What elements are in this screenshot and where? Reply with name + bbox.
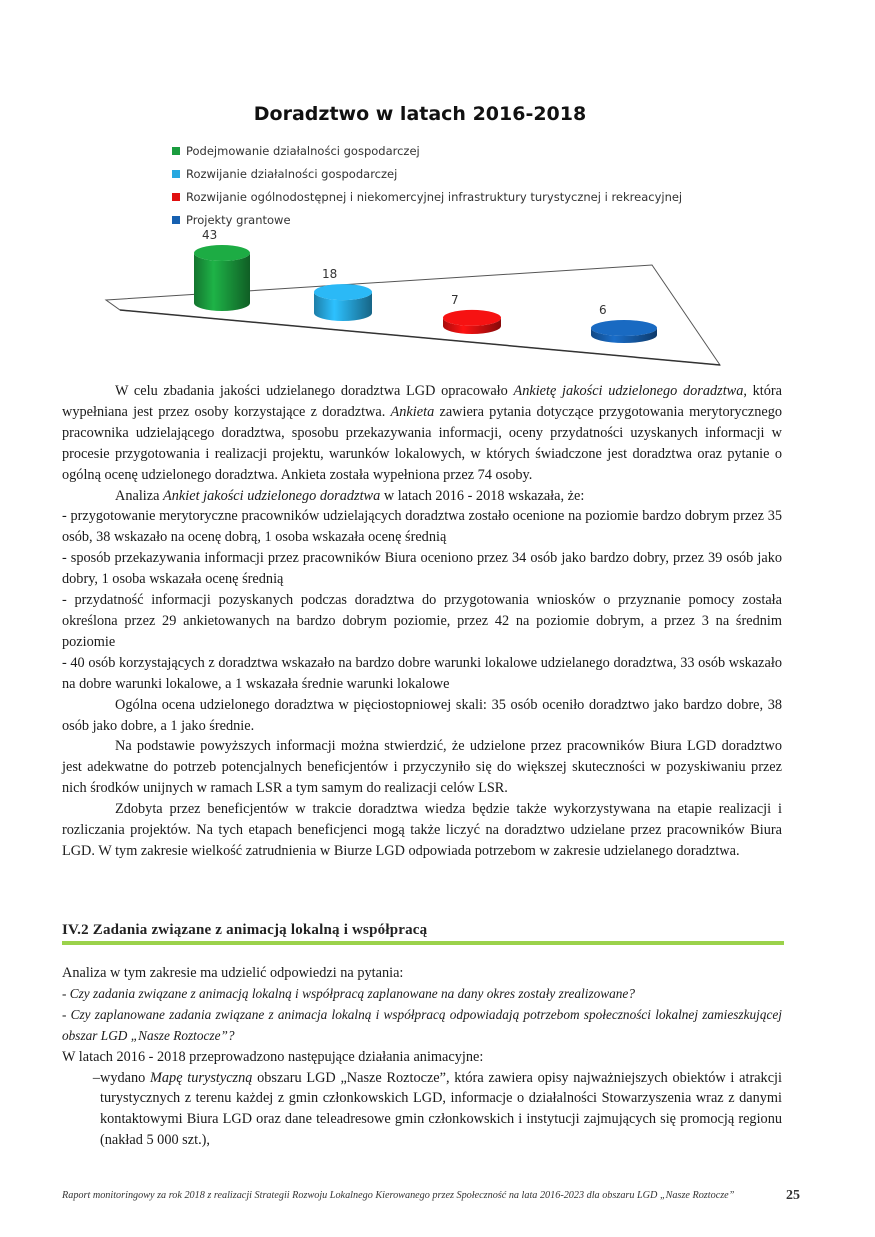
dash-marker: – <box>92 1069 100 1086</box>
page-footer: Raport monitoringowy za rok 2018 z realizacji Strategii Rozwoju Lokalnego Kierowanego przez Społeczność na lata 2016-2023 dla obszaru LGD „Nasze Roztocze” <box>62 1190 735 1201</box>
emphasis-text: Ankietę jakości udzielonego doradztwa <box>513 383 744 399</box>
body-text <box>62 381 782 862</box>
paragraph-ocena: Ogólna ocena udzielonego doradztwa w pięciostopniowej skali: 35 osób oceniło doradztwo jako bardzo dobre, 38 osób jako dobre, a 1 jako średnie. <box>62 696 782 734</box>
legend-swatch <box>172 147 180 155</box>
bullet-item: - przydatność informacji pozyskanych podczas doradztwa do przygotowania wniosków o przyznanie pomocy została określona przez 29 ankietowanych na bardzo dobrym poziomie, przez 42 na poziomie dobrym, a przez 3 na średnim poziomie <box>62 592 782 650</box>
legend-label: Rozwijanie ogólnodostępnej i niekomercyjnej infrastruktury turystycznej i rekreacyjnej <box>186 189 683 204</box>
text-span: w latach 2016 - 2018 wskazała, że: <box>380 487 585 504</box>
data-label: 18 <box>322 267 338 282</box>
paragraph-wiedza: Zdobyta przez beneficjentów w trakcie doradztwa wiedza będzie także wykorzystywana na etapie realizacji i rozliczania projektów. Na tych etapach beneficjenci mogą także liczyć na doradztwo udzielane przez pracowników Biura LGD. W tym zakresie wielkość zatrudnienia w Biurze LGD odpowiada potrzebom w zakresie udzielanego doradztwa. <box>62 801 782 859</box>
paragraph-analiza <box>62 486 782 507</box>
emphasis-text: Ankieta <box>390 403 435 420</box>
legend-item <box>172 162 682 185</box>
section-intro: Analiza w tym zakresie ma udzielić odpowiedzi na pytania: <box>62 965 404 981</box>
bullet-item: - przygotowanie merytoryczne pracowników udzielających doradztwa zostało ocenione na poziomie bardzo dobrym przez 35 osób, 38 wskazało na ocenę dobrą, 1 osoba wskazała ocenę średnią <box>62 508 782 546</box>
bar-top <box>194 245 250 261</box>
bullet-item: - 40 osób korzystających z doradztwa wskazało na bardzo dobre warunki lokalowe udzielanego doradztwa, 33 osób wskazało na dobre warunki lokalowe, a 1 wskazała średnie warunki lokalowe <box>62 654 782 692</box>
text-span: wydano <box>100 1069 150 1086</box>
activity-item <box>62 1068 782 1152</box>
emphasis-text: Mapę turystyczną <box>150 1069 253 1086</box>
legend-label: Rozwijanie działalności gospodarczej <box>186 166 398 181</box>
legend-item <box>172 208 682 231</box>
legend-swatch <box>172 193 180 201</box>
bar-body <box>194 253 250 311</box>
section-intro-2: W latach 2016 - 2018 przeprowadzono następujące działania animacyjne: <box>62 1048 484 1065</box>
data-label: 43 <box>202 228 218 242</box>
legend-item <box>172 139 682 162</box>
data-label: 7 <box>451 292 459 307</box>
bar-top <box>314 284 372 300</box>
paragraph-ankieta <box>62 381 782 486</box>
legend-item <box>172 185 682 208</box>
page-number: 25 <box>786 1188 800 1203</box>
question-item: - Czy zaplanowane zadania związane z animacja lokalną i współpracą odpowiadają potrzebom społeczności lokalnej zamieszkującej obszar LGD „Nasze Roztocze”? <box>62 1006 782 1043</box>
text-span: Analiza <box>115 487 164 504</box>
bar-top <box>443 310 501 326</box>
chart-container <box>100 95 740 385</box>
chart-legend <box>172 139 682 231</box>
bar-top <box>591 320 657 336</box>
text-span: zawiera pytania dotyczące przygotowania merytorycznego pracownika udzielającego doradztwa, sposobu przekazywania informacji, oceny przydatności uzyskanych informacji w procesie przygotowania i realizacji projektu, warunków lokalowych, w których świadczone jest doradztwa oraz pytanie o ogólną ocenę udzielonego doradztwa. Ankieta została wypełniona przez 74 osoby. <box>62 403 783 483</box>
section-body <box>62 963 782 1151</box>
text-span: , która wypełniana jest przez osoby korzystające z doradztwa. <box>62 383 782 420</box>
text-span: W celu zbadania jakości udzielanego doradztwa LGD opracowało <box>115 383 514 399</box>
legend-label: Podejmowanie działalności gospodarczej <box>186 143 420 158</box>
chart-title: Doradztwo w latach 2016-2018 <box>253 103 587 125</box>
legend-swatch <box>172 216 180 224</box>
legend-label: Projekty grantowe <box>186 212 291 227</box>
question-item: - Czy zadania związane z animacją lokalną i współpracą zaplanowane na dany okres zostały zrealizowane? <box>62 985 635 1001</box>
paragraph-wnioski: Na podstawie powyższych informacji można stwierdzić, że udzielone przez pracowników Biura LGD doradztwo jest adekwatne do potrzeb potencjalnych beneficjentów i przyczyniło się do większej skuteczności w pozyskiwaniu przez nich środków unijnych w ramach LSR a tym samym do realizacji celów LSR. <box>62 738 782 797</box>
emphasis-text: Ankiet jakości udzielonego doradztwa <box>163 487 381 504</box>
data-label: 6 <box>599 303 607 318</box>
section-heading: IV.2 Zadania związane z animacją lokalną i współpracą <box>62 922 428 938</box>
section-divider <box>62 941 784 945</box>
bullet-item: - sposób przekazywania informacji przez pracowników Biura oceniono przez 34 osób jako bardzo dobry, przez 39 osób jako dobry, 1 osoba wskazała ocenę średnią <box>62 550 782 588</box>
legend-swatch <box>172 170 180 178</box>
text-span: obszaru LGD „Nasze Roztocze”, która zawiera opisy najważniejszych obiektów i atrakcji turystycznych z terenu każdej z gmin członkowskich LGD, informacje o działalności Stowarzyszenia wraz z danymi kontaktowymi Biura LGD oraz dane teleadresowe gmin członkowskich i instytucji zajmujących się promocją regionu (nakład 5 000 szt.), <box>100 1069 782 1149</box>
